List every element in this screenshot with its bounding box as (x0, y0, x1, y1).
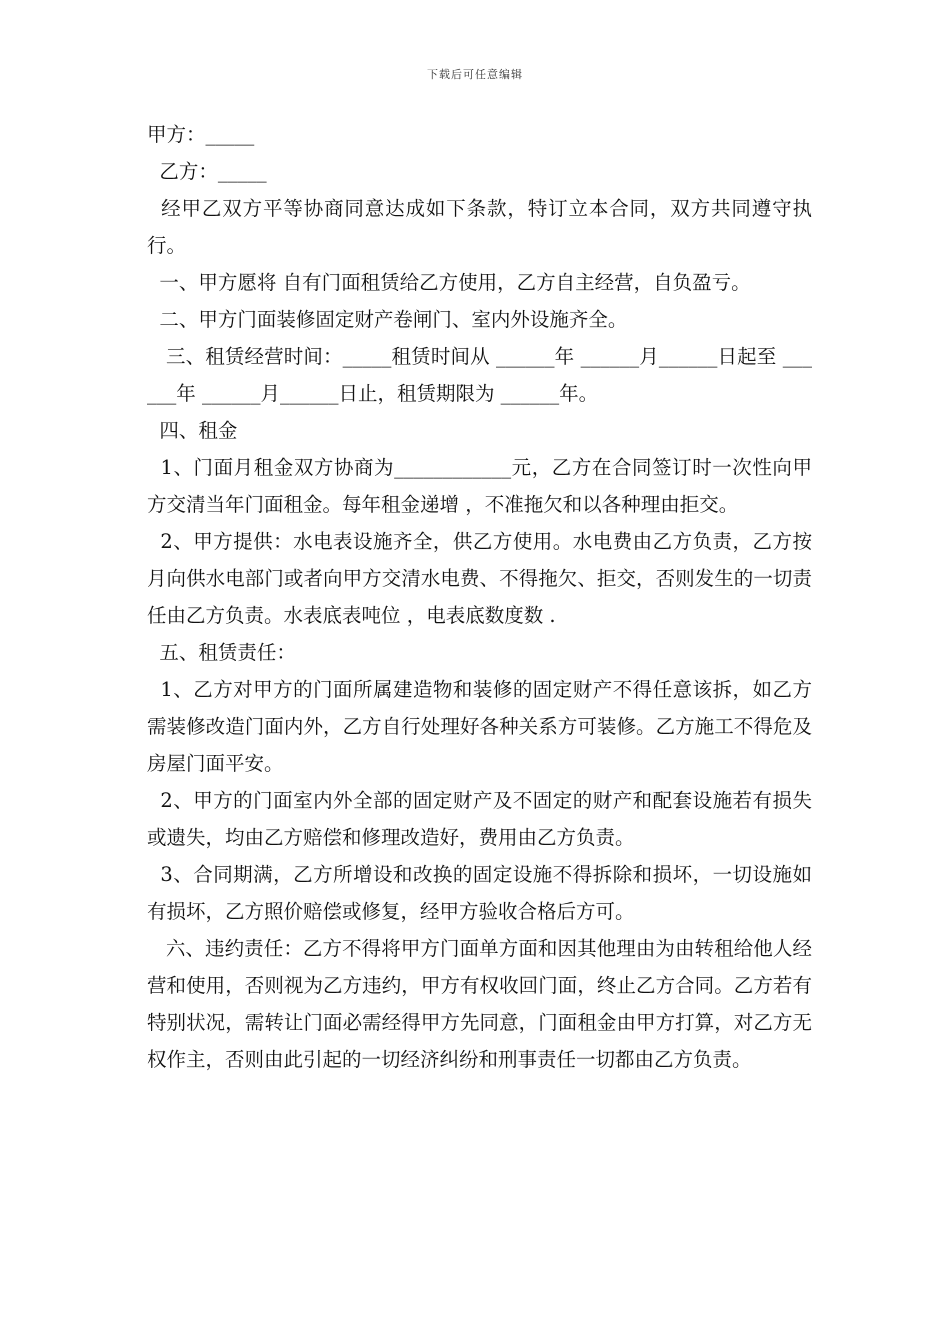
clause-5-heading: 五、租赁责任： (147, 641, 296, 664)
clause-5-item-1: 1、乙方对甲方的门面所属建造物和装修的固定财产不得任意该拆，如乙方需装修改造门面内外，乙方自行处理好各种关系方可装修。乙方施工不得危及房屋门面平安。 (147, 678, 812, 775)
page-header: 下载后可任意编辑 (427, 68, 523, 81)
clause-1: 一、甲方愿将 自有门面租赁给乙方使用，乙方自主经营，自负盈亏。 (147, 271, 751, 294)
clause-5-item-3: 3、合同期满，乙方所增设和改换的固定设施不得拆除和损坏，一切设施如有损坏，乙方照价赔偿或修复，经甲方验收合格后方可。 (147, 863, 812, 923)
document-body (147, 116, 812, 1078)
clause-5-item-2: 2、甲方的门面室内外全部的固定财产及不固定的财产和配套设施若有损失或遗失，均由乙方赔偿和修理改造好，费用由乙方负责。 (147, 789, 812, 849)
party-b-line: 乙方：_____ (147, 160, 267, 183)
clause-4-item-1: 1、门面月租金双方协商为____________元，乙方在合同签订时一次性向甲方交清当年门面租金。每年租金递增 ，不准拖欠和以各种理由拒交。 (147, 456, 812, 516)
clause-4-heading: 四、租金 (147, 419, 238, 442)
clause-3-lease-term: 三、租赁经营时间：_____租赁时间从 ______年 ______月______日起至 ______年 ______月______日止，租赁期限为 ______年。 (147, 345, 812, 405)
clause-2: 二、甲方门面装修固定财产卷闸门、室内外设施齐全。 (147, 308, 628, 331)
party-a-line: 甲方：_____ (147, 123, 255, 146)
clause-4-item-2: 2、甲方提供：水电表设施齐全，供乙方使用。水电费由乙方负责，乙方按月向供水电部门或者向甲方交清水电费、不得拖欠、拒交，否则发生的一切责任由乙方负责。水表底表吨位 ，电表底数度数 . (147, 530, 812, 627)
preamble-paragraph: 经甲乙双方平等协商同意达成如下条款，特订立本合同，双方共同遵守执行。 (147, 197, 812, 257)
clause-6-breach: 六、违约责任：乙方不得将甲方门面单方面和因其他理由为由转租给他人经营和使用，否则视为乙方违约，甲方有权收回门面，终止乙方合同。乙方若有特别状况，需转让门面必需经得甲方先同意，门面租金由甲方打算，对乙方无权作主，否则由此引起的一切经济纠纷和刑事责任一切都由乙方负责。 (147, 937, 812, 1071)
